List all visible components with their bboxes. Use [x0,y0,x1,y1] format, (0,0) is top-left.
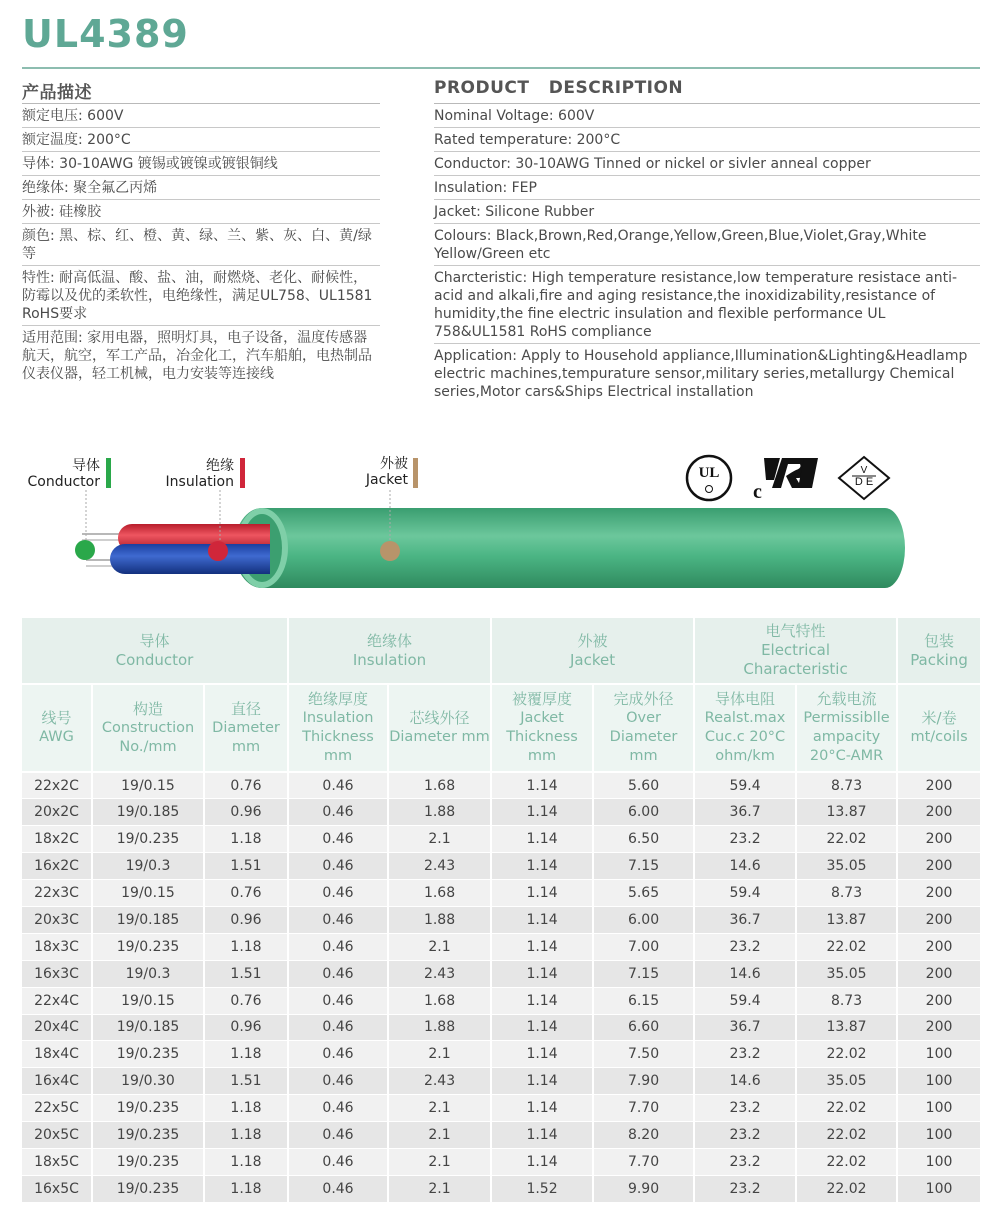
table-row [22,799,980,826]
column-header: 被覆厚度 Jacket Thickness mm [491,684,593,772]
table-cell: 23.2 [694,933,796,960]
table-cell: 1.14 [491,772,593,799]
column-headers [22,684,980,772]
table-cell: 7.50 [593,1041,694,1068]
table-row [22,933,980,960]
group-insulation: 绝缘体 Insulation [288,618,491,684]
table-cell: 1.14 [491,1148,593,1175]
table-cell: 1.14 [491,1068,593,1095]
group-jacket: 外被 Jacket [491,618,694,684]
cru-recognized-icon [752,450,822,502]
table-row [22,906,980,933]
column-header: 线号 AWG [22,684,92,772]
table-cell: 0.46 [288,826,388,853]
table-cell: 19/0.235 [92,1122,204,1149]
table-cell: 18x5C [22,1148,92,1175]
ul-listed-icon [684,453,734,503]
table-cell: 7.15 [593,853,694,880]
table-cell: 1.51 [204,960,288,987]
spec-application-en: Application: Apply to Household appliance,Illumination&Lighting&Headlamp electric machines,tempurature sensor,military series,metallurgy Chemical series,Motor cars&Ships Electrical installation [434,348,968,400]
insulation-label-cn: 绝缘 [206,458,234,474]
table-cell: 200 [897,826,980,853]
table-cell: 6.00 [593,799,694,826]
table-cell: 7.00 [593,933,694,960]
table-cell: 200 [897,906,980,933]
table-cell: 0.76 [204,772,288,799]
column-header: 允载电流 Permissiblle ampacity 20°C-AMR [796,684,897,772]
spec-application-cn: 适用范围: 家用电器，照明灯具，电子设备，温度传感器航天，航空，军工产品，冶金化工，汽车船舶，电热制品仪表仪器，轻工机械，电力安装等连接线 [22,330,372,382]
spec-characteristic-en: Charcteristic: High temperature resistance,low temperature resistace anti-acid and alkali,fire and aging resistance,the inoxidizability,resistance of humidity,the fine electric insulation and flexible performance UL 758&UL1581 RoHS compliance [434,266,980,344]
green-jacket [234,508,905,588]
table-row [22,1175,980,1202]
table-cell: 19/0.235 [92,1148,204,1175]
table-cell: 23.2 [694,1175,796,1202]
table-cell: 200 [897,772,980,799]
table-cell: 100 [897,1041,980,1068]
conductor-label-en: Conductor [27,474,100,490]
table-cell: 1.14 [491,1095,593,1122]
table-row [22,1068,980,1095]
table-cell: 200 [897,933,980,960]
table-row [22,880,980,907]
table-cell: 59.4 [694,880,796,907]
table-cell: 1.51 [204,1068,288,1095]
table-cell: 2.1 [388,1148,491,1175]
table-cell: 1.18 [204,1122,288,1149]
table-cell: 23.2 [694,1095,796,1122]
table-cell: 23.2 [694,826,796,853]
table-cell: 1.18 [204,1148,288,1175]
spec-colours-cn: 颜色: 黑、棕、红、橙、黄、绿、兰、紫、灰、白、黄/绿等 [22,224,380,266]
table-cell: 1.88 [388,1014,491,1041]
table-cell: 6.00 [593,906,694,933]
group-electrical: 电气特性 Electrical Characteristic [694,618,897,684]
table-cell: 20x5C [22,1122,92,1149]
insulation-marker [208,541,228,561]
table-cell: 20x4C [22,1014,92,1041]
column-header: 米/卷 mt/coils [897,684,980,772]
table-cell: 1.18 [204,933,288,960]
page-title: UL4389 [22,12,189,56]
table-cell: 8.73 [796,880,897,907]
table-cell: 19/0.15 [92,987,204,1014]
table-cell: 19/0.185 [92,906,204,933]
table-cell: 0.96 [204,799,288,826]
table-cell: 200 [897,880,980,907]
spec-insulation-cn: 绝缘体: 聚全氟乙丙烯 [22,176,380,200]
table-cell: 20x2C [22,799,92,826]
table-cell: 0.46 [288,906,388,933]
table-cell: 2.1 [388,1175,491,1202]
spec-voltage-en: Nominal Voltage: 600V [434,104,980,128]
table-cell: 1.68 [388,880,491,907]
table-cell: 6.60 [593,1014,694,1041]
jacket-marker [380,541,400,561]
group-packing: 包装 Packing [897,618,980,684]
table-cell: 2.43 [388,853,491,880]
svg-text:V: V [860,465,868,476]
table-cell: 22.02 [796,826,897,853]
table-row [22,1148,980,1175]
table-cell: 59.4 [694,987,796,1014]
table-row [22,826,980,853]
table-cell: 0.46 [288,853,388,880]
table-cell: 0.46 [288,933,388,960]
table-cell: 19/0.185 [92,799,204,826]
table-cell: 19/0.30 [92,1068,204,1095]
column-header: 构造 Construction No./mm [92,684,204,772]
table-cell: 1.14 [491,826,593,853]
table-cell: 2.1 [388,933,491,960]
english-description [434,76,980,403]
table-cell: 100 [897,1148,980,1175]
table-cell: 35.05 [796,960,897,987]
table-cell: 1.14 [491,960,593,987]
table-cell: 5.65 [593,880,694,907]
table-cell: 19/0.235 [92,1175,204,1202]
table-row [22,772,980,799]
table-cell: 0.46 [288,799,388,826]
table-row [22,1014,980,1041]
table-row [22,960,980,987]
column-header: 直径 Diameter mm [204,684,288,772]
table-cell: 7.90 [593,1068,694,1095]
table-cell: 0.46 [288,1148,388,1175]
table-cell: 1.52 [491,1175,593,1202]
table-cell: 20x3C [22,906,92,933]
table-cell: 35.05 [796,853,897,880]
table-cell: 19/0.235 [92,1041,204,1068]
table-cell: 9.90 [593,1175,694,1202]
table-cell: 0.46 [288,1041,388,1068]
table-cell: 1.14 [491,880,593,907]
table-cell: 35.05 [796,1068,897,1095]
table-cell: 1.14 [491,853,593,880]
table-cell: 23.2 [694,1148,796,1175]
table-cell: 23.2 [694,1122,796,1149]
table-cell: 16x5C [22,1175,92,1202]
table-cell: 1.14 [491,906,593,933]
spec-temperature-en: Rated temperature: 200°C [434,128,980,152]
table-cell: 100 [897,1095,980,1122]
jacket-label-cn: 外被 [380,456,408,472]
table-cell: 2.1 [388,1041,491,1068]
table-cell: 19/0.235 [92,1095,204,1122]
svg-text:D E: D E [854,476,874,488]
chinese-description [22,76,380,385]
table-cell: 13.87 [796,906,897,933]
table-cell: 100 [897,1122,980,1149]
table-cell: 2.1 [388,1122,491,1149]
table-cell: 19/0.3 [92,853,204,880]
group-conductor: 导体 Conductor [22,618,288,684]
table-cell: 2.43 [388,960,491,987]
table-cell: 16x4C [22,1068,92,1095]
table-cell: 0.96 [204,1014,288,1041]
table-cell: 8.73 [796,987,897,1014]
table-cell: 100 [897,1175,980,1202]
table-cell: 19/0.15 [92,880,204,907]
table-cell: 1.18 [204,1175,288,1202]
table-cell: 2.1 [388,826,491,853]
table-cell: 0.46 [288,1014,388,1041]
table-cell: 16x2C [22,853,92,880]
table-cell: 100 [897,1068,980,1095]
table-cell: 22x4C [22,987,92,1014]
column-header: 绝缘厚度 Insulation Thickness mm [288,684,388,772]
table-row [22,853,980,880]
table-cell: 23.2 [694,1041,796,1068]
table-cell: 6.15 [593,987,694,1014]
vde-icon [836,454,892,502]
table-cell: 18x4C [22,1041,92,1068]
table-cell: 2.43 [388,1068,491,1095]
spec-table [22,618,980,1203]
spec-jacket-en: Jacket: Silicone Rubber [434,200,980,224]
table-cell: 8.20 [593,1122,694,1149]
table-cell: 2.1 [388,1095,491,1122]
table-cell: 1.68 [388,987,491,1014]
column-header: 芯线外径 Diameter mm [388,684,491,772]
table-cell: 1.14 [491,987,593,1014]
table-cell: 0.46 [288,1122,388,1149]
table-cell: 200 [897,853,980,880]
table-cell: 22x3C [22,880,92,907]
table-cell: 1.88 [388,906,491,933]
spec-voltage-cn: 额定电压: 600V [22,104,380,128]
table-cell: 1.14 [491,799,593,826]
table-cell: 200 [897,960,980,987]
table-cell: 1.68 [388,772,491,799]
table-cell: 19/0.185 [92,1014,204,1041]
table-cell: 1.14 [491,1041,593,1068]
table-row [22,987,980,1014]
table-cell: 200 [897,799,980,826]
table-cell: 14.6 [694,1068,796,1095]
table-cell: 0.46 [288,1175,388,1202]
insulation-label-en: Insulation [165,474,234,490]
table-cell: 13.87 [796,1014,897,1041]
table-cell: 0.46 [288,1095,388,1122]
conductor-marker [75,540,95,560]
chinese-description-heading: 产品描述 [22,76,380,104]
table-cell: 8.73 [796,772,897,799]
table-cell: 0.46 [288,880,388,907]
table-cell: 36.7 [694,1014,796,1041]
table-cell: 1.18 [204,1095,288,1122]
table-cell: 19/0.15 [92,772,204,799]
table-cell: 14.6 [694,853,796,880]
table-cell: 1.14 [491,1014,593,1041]
table-cell: 0.46 [288,772,388,799]
table-cell: 7.70 [593,1095,694,1122]
table-cell: 19/0.235 [92,826,204,853]
table-cell: 200 [897,1014,980,1041]
table-cell: 1.18 [204,826,288,853]
table-cell: 14.6 [694,960,796,987]
table-cell: 7.70 [593,1148,694,1175]
table-row [22,1041,980,1068]
table-cell: 22.02 [796,1041,897,1068]
table-cell: 22x2C [22,772,92,799]
table-cell: 200 [897,987,980,1014]
table-body [22,772,980,1202]
title-divider [22,67,980,69]
table-cell: 22.02 [796,1175,897,1202]
table-cell: 19/0.235 [92,933,204,960]
column-header: 导体电阻 Realst.max Cuc.c 20°C ohm/km [694,684,796,772]
table-row [22,1122,980,1149]
table-cell: 16x3C [22,960,92,987]
table-cell: 18x3C [22,933,92,960]
svg-text:UL: UL [698,465,720,481]
table-cell: 59.4 [694,772,796,799]
jacket-label-en: Jacket [365,472,408,488]
spec-insulation-en: Insulation: FEP [434,176,980,200]
table-row [22,1095,980,1122]
table-cell: 0.96 [204,906,288,933]
conductor-label-cn: 导体 [72,458,100,474]
table-cell: 6.50 [593,826,694,853]
table-cell: 22.02 [796,933,897,960]
table-cell: 0.46 [288,960,388,987]
table-cell: 13.87 [796,799,897,826]
spec-temperature-cn: 额定温度: 200°C [22,128,380,152]
table-cell: 22x5C [22,1095,92,1122]
table-cell: 22.02 [796,1122,897,1149]
table-cell: 36.7 [694,799,796,826]
table-cell: 7.15 [593,960,694,987]
spec-characteristic-cn: 特性: 耐高低温、酸、盐、油，耐燃烧、老化、耐候性，防霉以及优的柔软性，电绝缘性，满足UL758、UL1581 RoHS要求 [22,266,380,326]
table-cell: 19/0.3 [92,960,204,987]
spec-jacket-cn: 外被: 硅橡胶 [22,200,380,224]
english-description-heading: PRODUCT DESCRIPTION [434,76,980,104]
column-header: 完成外径 Over Diameter mm [593,684,694,772]
table-cell: 5.60 [593,772,694,799]
table-cell: 22.02 [796,1148,897,1175]
table-cell: 0.46 [288,1068,388,1095]
table-cell: 0.76 [204,880,288,907]
table-cell: 0.46 [288,987,388,1014]
table-cell: 1.18 [204,1041,288,1068]
table-cell: 1.51 [204,853,288,880]
spec-conductor-en: Conductor: 30-10AWG Tinned or nickel or sivler anneal copper [434,152,980,176]
table-cell: 18x2C [22,826,92,853]
table-cell: 1.88 [388,799,491,826]
table-cell: 1.14 [491,1122,593,1149]
table-cell: 36.7 [694,906,796,933]
spec-colours-en: Colours: Black,Brown,Red,Orange,Yellow,Green,Blue,Violet,Gray,White Yellow/Green etc [434,224,980,266]
table-cell: 1.14 [491,933,593,960]
spec-conductor-cn: 导体: 30-10AWG 镀锡或镀镍或镀银铜线 [22,152,380,176]
table-cell: 0.76 [204,987,288,1014]
table-cell: 22.02 [796,1095,897,1122]
svg-text:c: c [753,481,762,502]
